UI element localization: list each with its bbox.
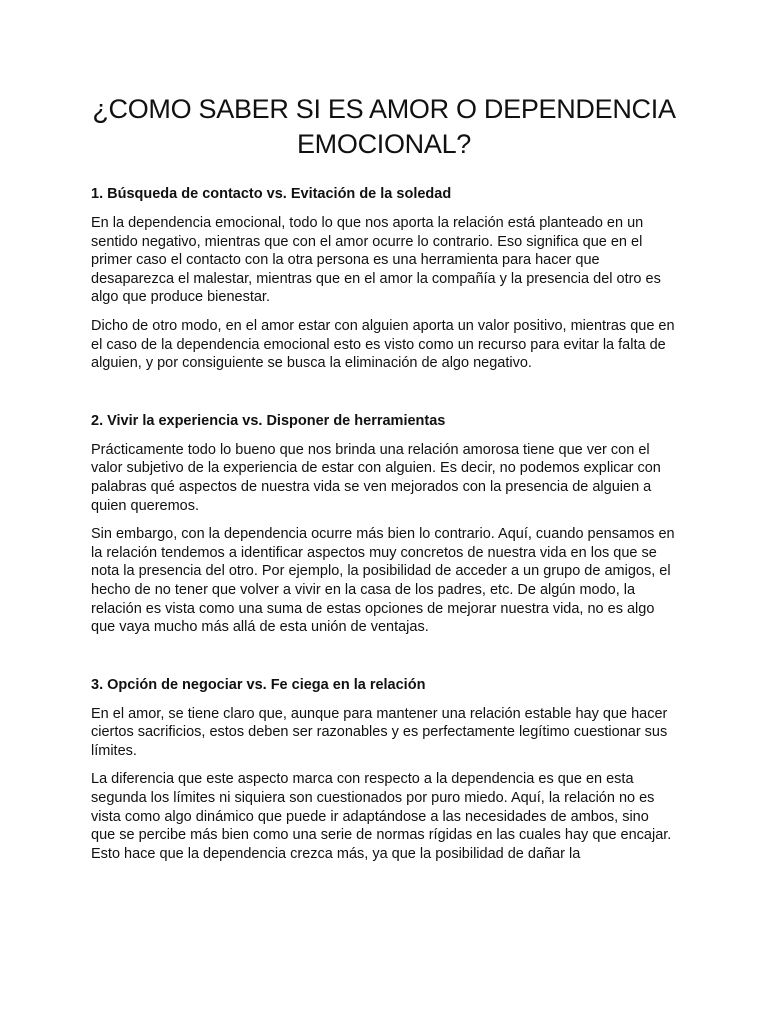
section-heading: 3. Opción de negociar vs. Fe ciega en la relación xyxy=(91,676,426,693)
paragraph: Dicho de otro modo, en el amor estar con alguien aporta un valor positivo, mientras que en el caso de la dependencia emocional esto es visto como un recurso para evitar la falta de alguien, y por consiguiente se busca la eliminación de algo negativo. xyxy=(91,317,675,372)
section-heading: 1. Búsqueda de contacto vs. Evitación de la soledad xyxy=(91,186,452,202)
paragraph: La diferencia que este aspecto marca con respecto a la dependencia es que en esta segunda los límites ni siquiera son cuestionados por puro miedo. Aquí, la relación no es vista como algo dinámico que puede ir adaptándose a las necesidades de ambos, sino que se percibe más bien como una serie de normas rígidas en las cuales hay que encajar. Esto hace que la dependencia crezca más, ya que la posibilidad de dañar la xyxy=(91,771,672,862)
paragraph: Prácticamente todo lo bueno que nos brinda una relación amorosa tiene que ver con el valor subjetivo de la experiencia de estar con alguien. Es decir, no podemos explicar con palabras qué aspectos de nuestra vida se ven mejorados con la presencia de alguien a quien queremos. xyxy=(91,441,661,514)
paragraph: En el amor, se tiene claro que, aunque para mantener una relación estable hay que hacer ciertos sacrificios, estos deben ser razonables y es perfectamente legítimo cuestionar sus límites. xyxy=(91,705,668,759)
section-opcion-de-negociar xyxy=(91,676,677,864)
document-title: ¿COMO SABER SI ES AMOR O DEPENDENCIA EMOCIONAL? xyxy=(92,94,676,159)
section-heading: 2. Vivir la experiencia vs. Disponer de herramientas xyxy=(91,412,446,429)
paragraph: En la dependencia emocional, todo lo que nos aporta la relación está planteado en un sentido negativo, mientras que con el amor ocurre lo contrario. Eso significa que en el primer caso el contacto con la otra persona es una herramienta para hacer que desaparezca el malestar, mientras que en el amor la compañía y la presencia del otro es algo que produce bienestar. xyxy=(91,215,661,306)
paragraph: Sin embargo, con la dependencia ocurre más bien lo contrario. Aquí, cuando pensamos en la relación tendemos a identificar aspectos muy concretos de nuestra vida en los que se nota la presencia del otro. Por ejemplo, la posibilidad de acceder a un grupo de amigos, el hecho de no tener que volver a vivir en la casa de los padres, etc. De algún modo, la relación es vista como una suma de estas opciones de mejorar nuestra vida, no es algo que vaya mucho más allá de esta unión de ventajas. xyxy=(91,526,675,636)
section-vivir-la-experiencia xyxy=(91,412,677,637)
section-busqueda-de-contacto xyxy=(91,185,677,373)
